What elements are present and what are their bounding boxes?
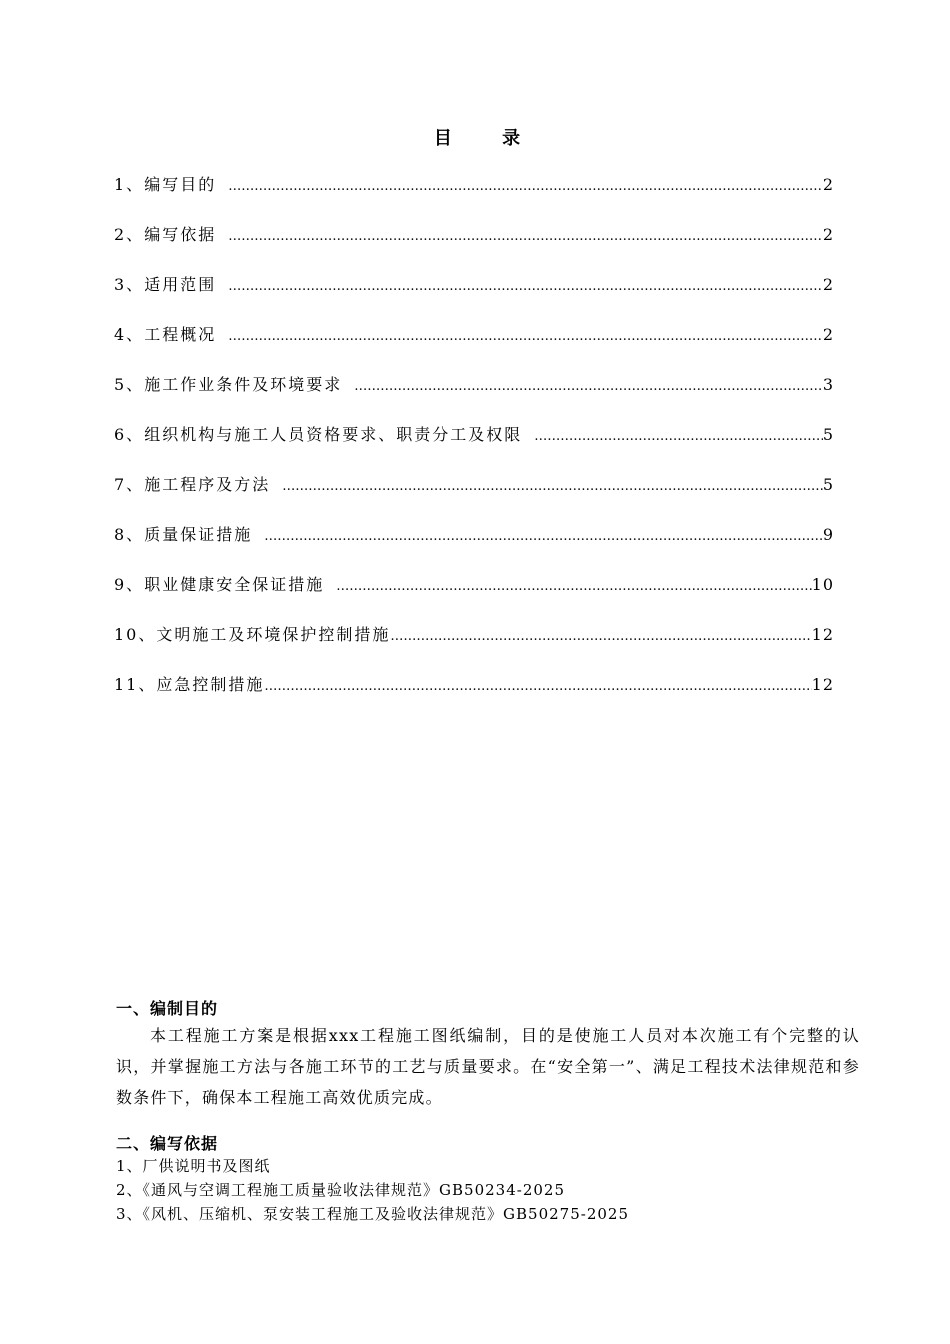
toc-entry-page: 3	[822, 375, 834, 394]
toc-entry-page: 5	[822, 425, 834, 444]
section-heading-basis: 二、编写依据	[116, 1134, 219, 1153]
toc-entry-label: 组织机构与施工人员资格要求、职责分工及权限	[144, 425, 523, 444]
toc-entry-page: 2	[822, 325, 834, 344]
toc-entry	[114, 322, 834, 372]
toc-entry	[114, 672, 834, 722]
toc-entry-label: 施工程序及方法	[144, 475, 271, 494]
toc-entry	[114, 272, 834, 322]
toc-entry-number: 8、	[114, 525, 145, 544]
toc-entry	[114, 172, 834, 222]
toc-entry-number: 9、	[114, 575, 145, 594]
toc-entry-label: 工程概况	[144, 325, 217, 344]
toc-entry	[114, 422, 834, 472]
toc-entry-label: 质量保证措施	[144, 525, 253, 544]
toc-dot-leader	[354, 379, 823, 394]
toc-entry	[114, 622, 834, 672]
toc-dot-leader	[228, 179, 823, 194]
toc-dot-leader	[534, 429, 823, 444]
toc-dot-leader	[390, 629, 811, 644]
toc-entry-page: 5	[822, 475, 834, 494]
toc-entry-page: 2	[822, 175, 834, 194]
toc-dot-leader	[228, 329, 823, 344]
toc-entry	[114, 372, 834, 422]
toc-dot-leader	[264, 529, 823, 544]
toc-entry-label: 应急控制措施	[156, 675, 265, 694]
toc-entry-number: 1、	[114, 175, 145, 194]
toc-entry-number: 2、	[114, 225, 145, 244]
toc-entry-label: 施工作业条件及环境要求	[144, 375, 343, 394]
toc-entry-number: 4、	[114, 325, 145, 344]
toc-entry-label: 编写目的	[144, 175, 217, 194]
toc-entry-page: 2	[822, 275, 834, 294]
toc-entry	[114, 472, 834, 522]
toc-entry-label: 职业健康安全保证措施	[144, 575, 325, 594]
toc-dot-leader	[336, 579, 811, 594]
toc-entry	[114, 522, 834, 572]
toc-entry-number: 11、	[114, 675, 157, 694]
toc-dot-leader	[282, 479, 823, 494]
toc-entry-label: 编写依据	[144, 225, 217, 244]
toc-entry	[114, 572, 834, 622]
toc-dot-leader	[228, 279, 823, 294]
basis-item: 3、《风机、压缩机、泵安装工程施工及验收法律规范》GB50275-2025	[116, 1205, 630, 1223]
toc-entry-label: 适用范围	[144, 275, 217, 294]
toc-entry	[114, 222, 834, 272]
toc-entry-number: 5、	[114, 375, 145, 394]
toc-dot-leader	[264, 679, 811, 694]
table-of-contents	[114, 172, 834, 722]
toc-entry-page: 9	[822, 525, 834, 544]
toc-title: 目 录	[433, 128, 543, 149]
toc-entry-page: 2	[822, 225, 834, 244]
toc-entry-page: 12	[811, 625, 834, 644]
toc-entry-label: 文明施工及环境保护控制措施	[156, 625, 391, 644]
basis-list	[116, 1154, 629, 1226]
section-body-purpose: 本工程施工方案是根据xxx工程施工图纸编制，目的是使施工人员对本次施工有个完整的认识，并掌握施工方法与各施工环节的工艺与质量要求。在“安全第一”、满足工程技术法律规范和参数条件下，确保本工程施工高效优质完成。	[116, 1026, 860, 1107]
section-heading-purpose: 一、编制目的	[116, 999, 219, 1018]
basis-item: 1、厂供说明书及图纸	[116, 1157, 271, 1175]
toc-entry-page: 10	[811, 575, 834, 594]
toc-entry-number: 6、	[114, 425, 145, 444]
toc-entry-number: 3、	[114, 275, 145, 294]
toc-entry-page: 12	[811, 675, 834, 694]
toc-dot-leader	[228, 229, 823, 244]
toc-entry-number: 10、	[114, 625, 157, 644]
toc-entry-number: 7、	[114, 475, 145, 494]
basis-item: 2、《通风与空调工程施工质量验收法律规范》GB50234-2025	[116, 1181, 566, 1199]
